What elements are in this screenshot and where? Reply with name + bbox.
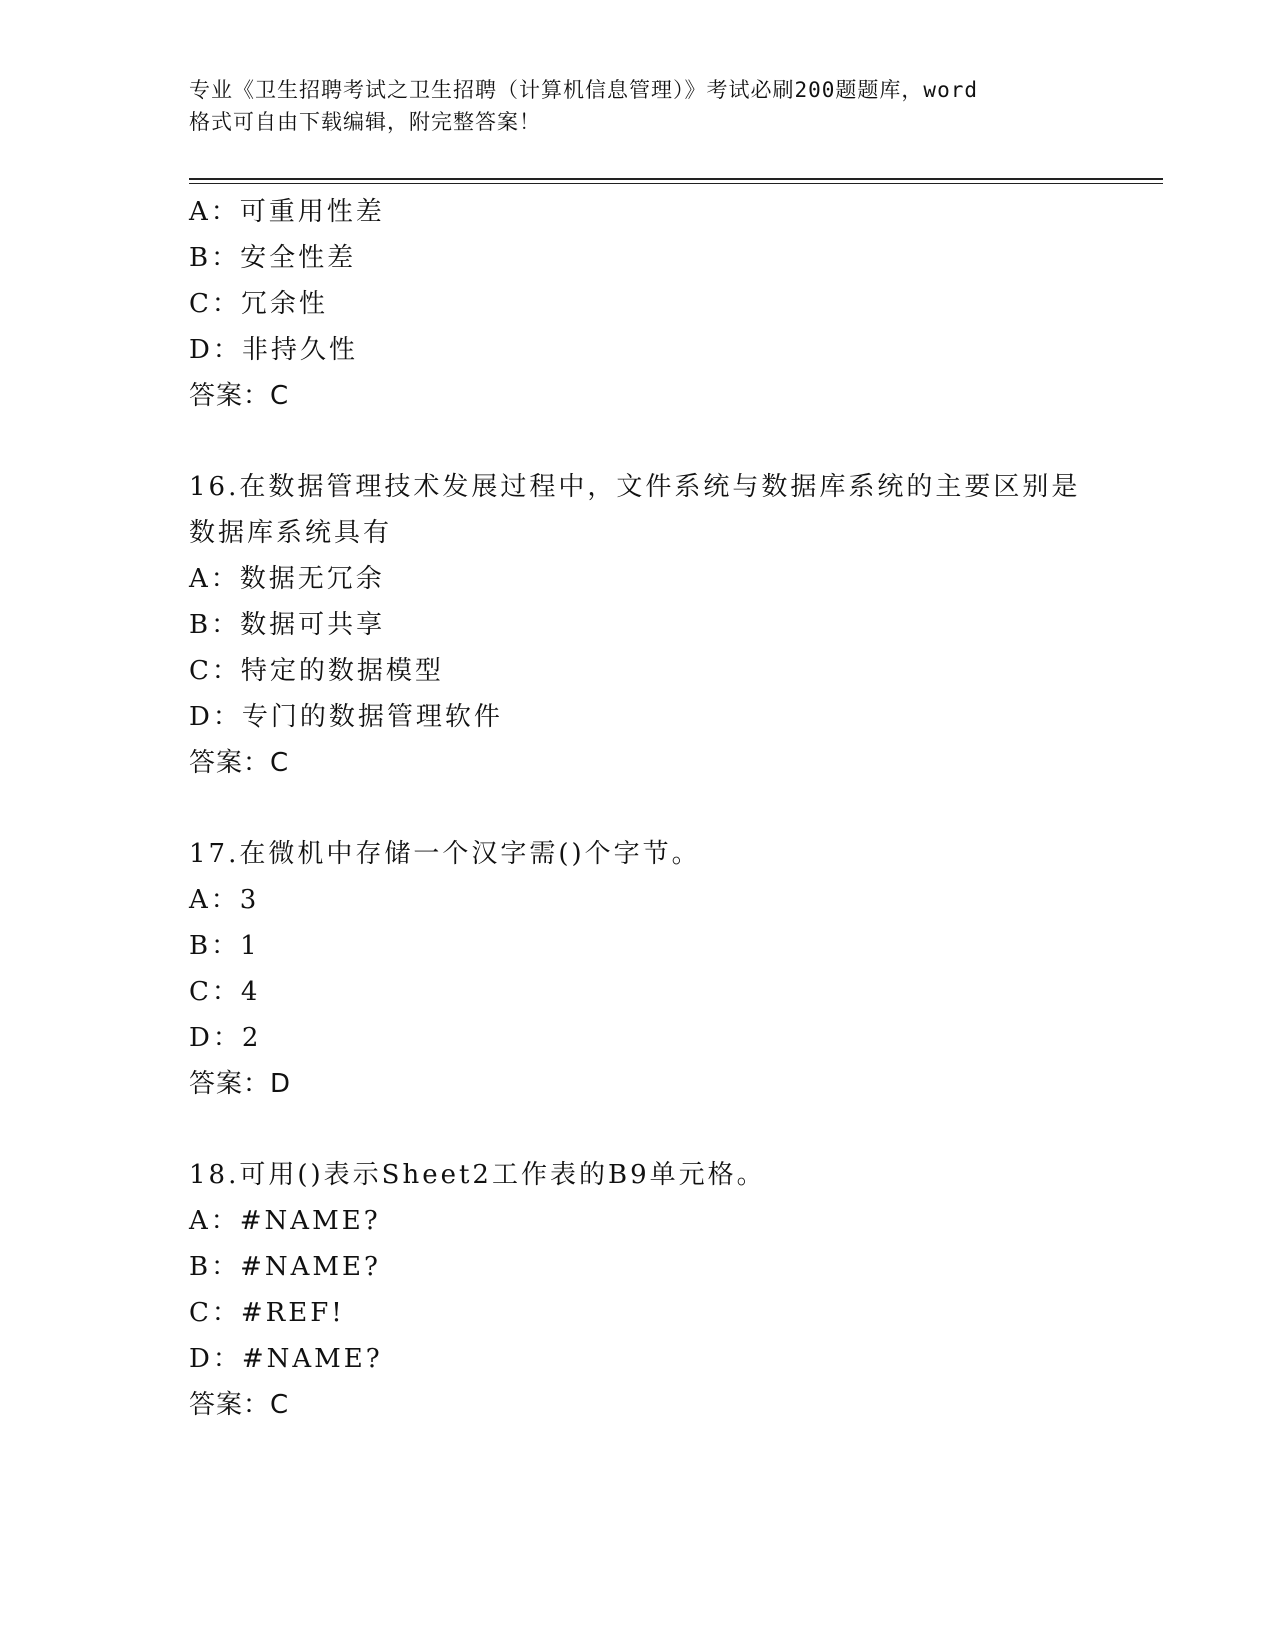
header-line-2: 格式可自由下载编辑，附完整答案！ [189, 110, 541, 134]
option-b: B：#NAME? [189, 1252, 381, 1282]
question-17 [189, 831, 1109, 1107]
answer-line: 答案：D [189, 1069, 292, 1099]
option-c: C：4 [189, 977, 261, 1007]
question-stem-continued: 数据库系统具有 [189, 518, 393, 548]
option-b: B：数据可共享 [189, 610, 386, 640]
option-d: D：2 [189, 1023, 262, 1053]
header-divider-thick [189, 178, 1163, 180]
question-16 [189, 464, 1109, 786]
spacer [189, 419, 1109, 464]
question-stem: 18.可用()表示Sheet2工作表的B9单元格。 [189, 1160, 766, 1190]
option-a: A：可重用性差 [189, 197, 385, 227]
spacer [189, 786, 1109, 831]
option-a: A：3 [189, 885, 260, 915]
spacer [189, 1107, 1109, 1152]
header-divider-thin [189, 183, 1163, 184]
question-list [189, 189, 1109, 1428]
option-d: D：非持久性 [189, 335, 358, 365]
answer-line: 答案：C [189, 1390, 290, 1420]
option-b: B：安全性差 [189, 243, 357, 273]
header-line-1: 专业《卫生招聘考试之卫生招聘（计算机信息管理）》考试必刷200题题库，word [189, 78, 978, 102]
document-header [189, 74, 1109, 138]
option-c: C：冗余性 [189, 289, 328, 319]
question-stem: 16.在数据管理技术发展过程中，文件系统与数据库系统的主要区别是 [189, 472, 1081, 502]
option-a: A：数据无冗余 [189, 564, 385, 594]
answer-line: 答案：C [189, 381, 290, 411]
option-b: B：1 [189, 931, 260, 961]
question-18 [189, 1152, 1109, 1428]
option-c: C：特定的数据模型 [189, 656, 444, 686]
option-d: D：#NAME? [189, 1344, 383, 1374]
question-stem: 17.在微机中存储一个汉字需()个字节。 [189, 839, 701, 869]
question-15-options [189, 189, 1109, 419]
option-c: C：#REF! [189, 1298, 345, 1328]
option-a: A：#NAME? [189, 1206, 381, 1236]
option-d: D：专门的数据管理软件 [189, 702, 503, 732]
answer-line: 答案：C [189, 748, 290, 778]
